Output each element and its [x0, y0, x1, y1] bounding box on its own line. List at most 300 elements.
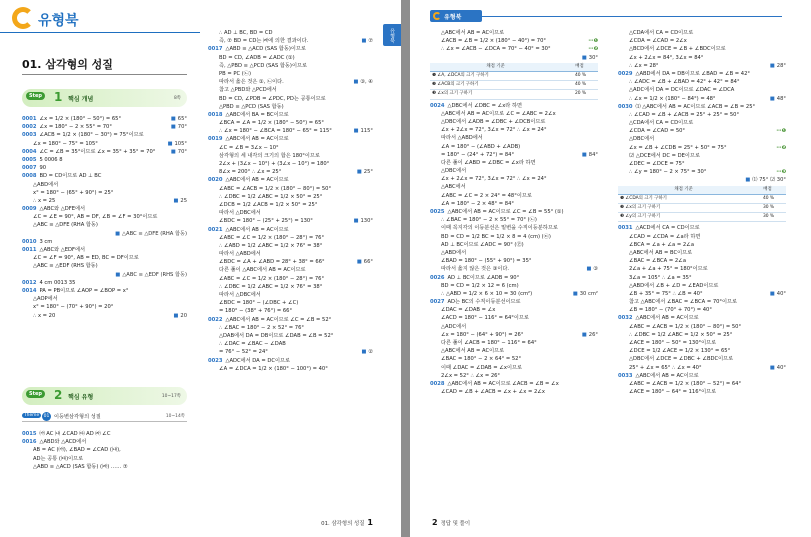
solution-line — [430, 388, 598, 396]
solution-text: △ACD에서 CA = CD이므로 — [635, 225, 700, 232]
solution-text: △ADC에서 DA = DC이므로 ∠DAC = ∠DCA — [629, 87, 735, 94]
solution-text: ∠ABC = ∠ACB = 1/2 × (180° − 80°) = 50° — [629, 323, 742, 330]
solution-line — [208, 307, 373, 315]
solution-line — [618, 380, 786, 388]
solution-line — [208, 258, 373, 266]
answer-box-icon: ■ — [170, 116, 176, 122]
solution-text: ∠DEC = ∠DCE = 75° — [629, 161, 685, 167]
solution-text: 즉, ⑦ BD = CD는 ㈑에 의한 결과이다. — [219, 38, 309, 45]
solution-text: △ABC에서 AB = AC이므로 — [635, 315, 699, 322]
solution-text: △ABD ≡ △ACD (SAS 합동) (㈑) …… ⑦ — [33, 463, 128, 470]
solution-line — [430, 282, 598, 290]
answer-mark — [770, 95, 786, 103]
solution-text: 다른 풀이 △ABC에서 AB = AC이므로 — [219, 267, 306, 274]
solution-text: 즉, △PBD ≡ △PCD (SAS 합동)이므로 — [219, 62, 307, 69]
table-cell: ❶ ∠CDA의 크기 구하기 — [618, 194, 749, 203]
answer-mark — [357, 168, 373, 176]
solution-text: ∠BCA = ∠a + ∠a = 2∠a — [629, 241, 695, 248]
solution-line — [22, 115, 187, 123]
solution-line — [208, 242, 373, 250]
solution-text: △CDA에서 CA = CD이므로 — [629, 120, 694, 127]
solution-line — [22, 140, 187, 148]
problem-number: 0008 — [22, 173, 37, 180]
solution-text: ∠B + 35° = 75° ∴ ∠B = 40° — [629, 290, 703, 297]
solution-line — [430, 45, 598, 53]
solution-text: ∠BAC = 180° − 2 × 64° = 52° — [441, 356, 522, 363]
problem-number: 0002 — [22, 124, 37, 131]
table-header-cell: 채점 기준 — [430, 63, 561, 72]
solution-text: ∴ △ABD = 1/2 × 6 × 10 = 30 (cm²) — [441, 290, 533, 297]
solution-line — [208, 185, 373, 193]
solution-line — [618, 160, 786, 168]
problem-number: 0021 — [208, 226, 223, 233]
answer-value: ⋯❶ — [776, 128, 786, 135]
solution-line — [22, 295, 187, 303]
solution-line — [208, 226, 373, 234]
solution-line — [430, 192, 598, 200]
solution-line — [208, 201, 373, 209]
solution-line — [618, 86, 786, 94]
theme-banner — [22, 412, 187, 422]
solution-line — [618, 119, 786, 127]
solution-text: ∠ABC = ∠C = 1/2 × (180° − 28°) = 76° — [219, 275, 325, 282]
solution-text: △ABC에서 AB = AC이므로 ∠C = ∠ABC = 2∠x — [441, 110, 556, 117]
solution-text: △DBC에서 ∠DCE = ∠DBC + ∠BDC이므로 — [629, 356, 734, 363]
theme-page-range: 10~14쪽 — [165, 414, 185, 419]
solution-text: 따라서 옳지 않은 것은 ③이다. — [441, 266, 510, 273]
answer-column-2 — [208, 29, 373, 373]
solution-line — [618, 339, 786, 347]
solution-line — [430, 265, 598, 273]
table-cell: 30 % — [749, 203, 786, 212]
solution-text: ∠CDA = ∠CAD = 2∠x — [629, 38, 687, 45]
solution-line — [430, 208, 598, 216]
table-cell: ❷ ∠x의 크기 구하기 — [618, 203, 749, 212]
solution-line — [430, 257, 598, 265]
answer-box-icon: ■ — [115, 271, 121, 278]
answer-value: 66° — [363, 259, 373, 266]
solution-line — [208, 193, 373, 201]
answer-mark — [354, 127, 373, 135]
solution-text: ㈎ AC ㈏ ∠CAD ㈐ AD ㈑ ∠C — [39, 431, 111, 437]
problem-number: 0022 — [208, 316, 223, 323]
solution-text: ∴ ∠x = 1/2 × (180° − 84°) = 48° — [629, 95, 716, 102]
solution-text: AD는 BC의 수직이등분선이므로 — [447, 299, 521, 306]
solution-line — [208, 332, 373, 340]
problem-number: 0017 — [208, 46, 223, 53]
solution-line — [430, 274, 598, 282]
solution-text: ⑴ △ABC에서 AB = AC이므로 ∠ACB = ∠B = 25° — [635, 103, 756, 110]
answer-value: 28° — [776, 62, 786, 69]
solution-text: ∠C = ∠F = 90°, AB = ED, BC = DF이므로 — [33, 255, 139, 262]
problem-number: 0030 — [618, 103, 633, 110]
solution-text: ∴ ∠x = 28° — [629, 62, 659, 69]
solution-text: ∠x = 180° − (64° + 90°) = 26° — [441, 331, 524, 338]
step1-banner — [22, 89, 187, 107]
solution-line — [618, 388, 786, 396]
table-header-cell: 배점 — [749, 186, 786, 195]
table-row — [430, 81, 598, 90]
solution-text: = 180° − (38° + 76°) = 66° — [219, 308, 293, 315]
step1-number: 1 — [54, 90, 63, 104]
solution-text: AD ⊥ BC이므로 ∠ADC = 90° (㉣) — [441, 241, 524, 248]
left-page-number: 1 — [367, 518, 373, 527]
answer-mark — [776, 144, 786, 152]
step2-label: 핵심 유형 — [68, 394, 94, 401]
solution-text: ∠DAC = ∠DAB = ∠x — [441, 307, 496, 314]
solution-text: △PBD ≡ △PCD (SAS 합동) — [219, 103, 284, 110]
solution-text: 따라서 옳은 것은 ①, ㉡이다. — [219, 79, 284, 86]
solution-text: △CDA에서 CA = CD이므로 — [629, 30, 694, 36]
answer-box-icon: ■ — [170, 148, 176, 155]
answer-box-icon: ■ — [173, 312, 179, 319]
solution-line — [618, 282, 786, 290]
solution-line — [208, 275, 373, 283]
answer-mark — [582, 151, 598, 159]
answer-value: ③, ④ — [360, 79, 373, 86]
solution-line — [430, 372, 598, 380]
problem-number: 0019 — [208, 136, 223, 143]
step1-tag: Step — [26, 92, 45, 100]
solution-text: ∠BCA = ∠A = 1/2 × (180° − 50°) = 65° — [219, 120, 324, 127]
solution-text: △BCD에서 ∠DCE = ∠B + ∠BDC이므로 — [629, 46, 726, 53]
solution-line — [618, 95, 786, 103]
solution-text: 2∠a + ∠a + 75° = 180°이므로 — [629, 266, 708, 273]
solution-line — [22, 254, 187, 262]
solution-line — [208, 324, 373, 332]
problem-number: 0023 — [208, 357, 223, 364]
solution-text: ∠x + 2∠x = 72°, 3∠x = 72° ∴ ∠x = 24° — [441, 176, 547, 183]
problem-number: 0005 — [22, 156, 37, 163]
answer-box-icon: ■ — [769, 364, 775, 371]
solution-text: △ADC에서 DA = DC이므로 — [225, 357, 291, 364]
solution-text: ∠A = ∠DCA = 1/2 × (180° − 100°) = 40° — [219, 365, 328, 372]
solution-line — [208, 365, 373, 373]
answer-value: ⋯❷ — [588, 46, 598, 53]
solution-text: △ABC에서 AB = AC이므로 — [635, 372, 699, 379]
solution-line — [618, 127, 786, 135]
step2-tag: Step — [26, 390, 45, 398]
problem-number: 0016 — [22, 439, 37, 446]
solution-line — [618, 224, 786, 232]
problem-number: 0018 — [208, 111, 223, 118]
solution-text: △ABD에서 ∠B + ∠D = ∠EAD이므로 — [629, 282, 719, 289]
solution-text: ∠DCB = 1/2 ∠ACB = 1/2 × 50° = 25° — [219, 201, 318, 208]
solution-text: 4 cm 0013 35 — [39, 279, 76, 286]
problem-number: 0001 — [22, 116, 37, 122]
solution-line — [208, 340, 373, 348]
solution-text: ∠ABC = ∠ACB = 1/2 × (180° − 80°) = 50° — [219, 185, 332, 192]
answer-mark — [745, 176, 786, 184]
solution-line — [22, 430, 187, 438]
answer-value: △ABC ≡ △EDF (RHS 합동) — [122, 271, 187, 278]
solution-text: x° = 180° − (65° + 90°) = 25° — [33, 189, 114, 196]
solution-text: △ABD와 △ACD에서 — [39, 439, 87, 446]
solution-text: ∠BAC = ∠BCA = 2∠a — [629, 258, 686, 265]
solution-text: ∠C = ∠E = 90°, AB = DF, ∠B = ∠F = 30°이므로 — [33, 214, 158, 221]
answer-value: ⑦ — [368, 38, 373, 45]
solution-line — [618, 45, 786, 53]
answer-value: 70° — [177, 124, 187, 131]
answer-value: 25° — [363, 169, 373, 176]
solution-line — [430, 339, 598, 347]
solution-text: △DAB에서 DA = DB이므로 ∠DAB = ∠B = 52° — [219, 332, 334, 339]
solution-line — [430, 126, 598, 134]
problem-number: 0007 — [22, 165, 37, 172]
solution-text: ∠ABC = ∠C = 1/2 × (180° − 28°) = 76° — [219, 234, 325, 241]
solution-text: 2∠x = 52° ∴ ∠x = 26° — [441, 372, 501, 379]
solution-text: AD는 공통 (㈐)이므로 — [33, 455, 84, 462]
solution-line — [208, 86, 373, 94]
solution-line — [618, 111, 786, 119]
solution-text: △ABD에서 — [33, 181, 59, 188]
solution-text: 참고 △PBD와 △PCD에서 — [219, 87, 277, 94]
solution-text: ∴ ∠DBC = 1/2 ∠ABC = 1/2 × 76° = 38° — [219, 283, 323, 290]
solution-line — [22, 271, 187, 279]
answer-value: 30 cm² — [579, 290, 598, 297]
problem-number: 0028 — [430, 380, 445, 387]
answer-column-1-bottom — [22, 430, 187, 471]
answer-mark — [115, 271, 187, 279]
right-header-title: 유형북 — [444, 14, 462, 21]
problem-number: 0024 — [430, 102, 445, 109]
solution-line — [430, 306, 598, 314]
solution-text: ∠BDC = ∠A + ∠ABD = 28° + 38° = 66° — [219, 259, 325, 266]
solution-line — [208, 348, 373, 356]
solution-text: △ABC에서 AB = AC이므로 — [441, 348, 505, 355]
step1-page-range: 8쪽 — [173, 96, 181, 101]
problem-number: 0032 — [618, 315, 633, 322]
solution-line — [208, 266, 373, 274]
solution-text: ∠CDA = ∠CAD = 50° — [629, 128, 686, 135]
solution-line — [618, 323, 786, 331]
solution-text: ∠C = ∠B = 3∠x − 10° — [219, 144, 279, 151]
solution-text: △ABD에서 DA = DB이므로 ∠BAD = ∠B = 42° — [635, 70, 750, 77]
solution-text: ∠BDC = 180° − (∠DBC + ∠C) — [219, 300, 299, 307]
solution-text: ∴ ∠x = ∠ACB − ∠DCA = 70° − 40° = 30° — [441, 46, 551, 53]
solution-text: ∠CAD = ∠CDA = ∠a라 하면 — [629, 233, 701, 240]
solution-line — [22, 148, 187, 156]
solution-line — [208, 299, 373, 307]
solution-text: ∴ ∠CAD = ∠B + ∠ACB = 25° + 25° = 50° — [629, 111, 740, 118]
answer-value: 105° — [174, 140, 187, 147]
solution-line — [430, 216, 598, 224]
solution-line — [208, 119, 373, 127]
theme-label: 이등변삼각형의 성질 — [54, 414, 101, 420]
solution-text: 이때 꼭지각의 이등분선은 밑변을 수직이등분하므로 — [441, 225, 558, 232]
solution-line — [618, 274, 786, 282]
solution-line — [22, 181, 187, 189]
step1-label: 핵심 개념 — [68, 96, 94, 103]
solution-line — [208, 54, 373, 62]
table-cell: ❶ ∠A, ∠DCA의 크기 구하기 — [430, 71, 561, 80]
solution-text: ∠ACD = 180° − 116° = 64°이므로 — [441, 315, 529, 322]
answer-mark — [582, 331, 598, 339]
answer-box-icon: ■ — [115, 230, 121, 237]
solution-text: ∴ AD ⊥ BC, BD = CD — [219, 30, 273, 36]
answer-value: 48° — [776, 95, 786, 102]
answer-box-icon: ■ — [353, 128, 359, 135]
answer-column-3 — [430, 29, 598, 396]
solution-line — [208, 250, 373, 258]
answer-mark — [357, 258, 373, 266]
solution-line — [618, 306, 786, 314]
solution-text: △DBC에서 — [629, 136, 655, 143]
side-tab-yuhyeongbuk[interactable]: 유형북 — [383, 24, 401, 46]
table-cell: 40 % — [561, 81, 598, 90]
solution-line — [22, 287, 187, 295]
table-row — [618, 203, 786, 212]
solution-text: 다른 풀이 ∠ACB = 180° − 116° = 64° — [441, 340, 537, 346]
answer-mark — [770, 364, 786, 372]
answer-value: 25 — [180, 197, 187, 204]
book-logo-icon — [12, 7, 34, 29]
solution-text: 이때 ∠DAC = ∠DAB = ∠x이므로 — [441, 364, 523, 371]
step2-page-range: 10~17쪽 — [161, 394, 181, 399]
solution-text: △ABC에서 AB = AC이므로 — [225, 136, 289, 143]
solution-line — [22, 230, 187, 238]
solution-text: △ABC에서 AB = AC이므로 — [225, 226, 289, 233]
solution-text: △ABC에서 AB = AC이므로 — [441, 30, 505, 36]
scoring-table-1 — [430, 63, 598, 100]
solution-line — [208, 217, 373, 225]
solution-line — [430, 298, 598, 306]
problem-number: 0004 — [22, 148, 37, 155]
solution-line — [208, 283, 373, 291]
solution-line — [22, 172, 187, 180]
answer-mark — [770, 62, 786, 70]
problem-number: 0027 — [430, 299, 445, 306]
solution-line — [208, 152, 373, 160]
solution-text: ⑵ △DCE에서 DC = DE이므로 — [629, 152, 700, 159]
solution-text: 90 — [39, 165, 47, 172]
solution-line — [618, 176, 786, 184]
solution-text: ∠x = 1/2 × (180° − 50°) = 65° — [39, 116, 122, 122]
solution-line — [430, 355, 598, 363]
solution-text: 참고 △ABC에서 ∠BAC = ∠BCA = 70°이므로 — [629, 299, 738, 306]
solution-line — [430, 380, 598, 388]
answer-box-icon: ■ — [745, 177, 751, 184]
answer-value: ② — [368, 349, 373, 356]
answer-value: ⋯❶ — [588, 38, 598, 45]
answer-mark — [776, 168, 786, 176]
solution-text: △ABC에서 AB = AC이므로 ∠ACB = ∠B = ∠x — [447, 380, 559, 387]
solution-line — [208, 78, 373, 86]
answer-box-icon: ■ — [769, 95, 775, 102]
solution-text: 2∠x + (3∠x − 10°) + (3∠x − 10°) = 180° — [219, 161, 330, 167]
solution-line — [208, 168, 373, 176]
solution-line — [430, 175, 598, 183]
solution-line — [430, 37, 598, 45]
solution-text: 8∠x = 200° ∴ ∠x = 25° — [219, 169, 282, 176]
solution-text: 다른 풀이 ∠ABD = ∠DBC = ∠x라 하면 — [441, 159, 536, 166]
chapter-rule — [22, 74, 187, 75]
answer-value: △ABC ≡ △DFE (RHA 합동) — [122, 230, 187, 237]
solution-text: ∴ x = 20 — [33, 312, 56, 319]
problem-number: 0009 — [22, 206, 37, 213]
solution-line — [430, 183, 598, 191]
right-header-badge — [430, 10, 482, 22]
table-header-cell: 채점 기준 — [618, 186, 749, 195]
answer-value: 65° — [177, 116, 187, 122]
solution-line — [430, 134, 598, 142]
solution-text: BD = CD, ∠PDB = ∠PDC, PD는 공통이므로 — [219, 95, 326, 102]
answer-value: 20 — [180, 312, 187, 319]
answer-mark — [168, 140, 187, 148]
solution-line — [618, 135, 786, 143]
solution-line — [618, 168, 786, 176]
solution-line — [618, 372, 786, 380]
table-row — [618, 194, 786, 203]
answer-mark — [171, 115, 187, 123]
solution-text: AB = AC (㈎), ∠BAD = ∠CAD (㈏), — [33, 447, 121, 454]
solution-line — [430, 29, 598, 37]
solution-line — [22, 438, 187, 446]
solution-line — [618, 265, 786, 273]
solution-line — [430, 364, 598, 372]
table-cell: ❸ ∠y의 크기 구하기 — [618, 213, 749, 222]
answer-value: 26° — [588, 331, 598, 338]
solution-text: ∠x = 180° − 75° = 105° — [33, 140, 98, 147]
solution-line — [22, 189, 187, 197]
solution-text: ∠A = 180° − (∠ABD + ∠ADB) — [441, 143, 521, 150]
answer-box-icon: ■ — [356, 259, 362, 266]
table-cell: 40 % — [561, 71, 598, 80]
solution-line — [430, 347, 598, 355]
solution-line — [22, 246, 187, 254]
answer-value: 115° — [360, 128, 373, 135]
answer-box-icon: ■ — [353, 218, 359, 225]
solution-text: ∠x = ∠B + ∠CDB = 25° + 50° = 75° — [629, 144, 727, 151]
solution-text: ∴ ∠DBC = 1/2 ∠ABC = 1/2 × 50° = 25° — [629, 331, 733, 338]
answer-value: ③ — [593, 266, 598, 273]
problem-number: 0010 — [22, 238, 37, 245]
table-cell: 30 % — [749, 213, 786, 222]
answer-mark — [588, 37, 598, 45]
solution-text: ∠x + 2∠x = 72°, 3∠x = 72° ∴ ∠x = 24° — [441, 127, 547, 134]
solution-line — [22, 312, 187, 320]
table-row — [430, 71, 598, 80]
table-cell: ❸ ∠x의 크기 구하기 — [430, 90, 561, 99]
solution-text: ∴ ∠DAC = ∠BAC − ∠DAB — [219, 341, 286, 348]
solution-line — [208, 234, 373, 242]
solution-line — [22, 205, 187, 213]
solution-line — [208, 37, 373, 45]
solution-text: 25° + ∠x = 65° ∴ ∠x = 40° — [629, 364, 702, 371]
solution-line — [208, 135, 373, 143]
solution-line — [22, 131, 187, 139]
solution-line — [22, 156, 187, 164]
solution-line — [618, 314, 786, 322]
left-footer-label: 01. 삼각형의 성질 — [321, 521, 365, 527]
answer-mark — [776, 127, 786, 135]
answer-box-icon: ■ — [353, 79, 359, 86]
book-logo-small-icon — [433, 12, 441, 20]
solution-text: ∠ACB = 1/2 × (180° − 30°) = 75°이므로 — [39, 132, 144, 139]
solution-text: ∴ ∠x = 180° − ∠BCA = 180° − 65° = 115° — [219, 128, 332, 135]
answer-box-icon: ■ — [361, 349, 367, 356]
solution-line — [430, 323, 598, 331]
solution-line — [430, 314, 598, 322]
solution-text: △ABD에서 — [441, 249, 467, 256]
answer-mark — [115, 230, 187, 238]
left-page — [0, 0, 401, 537]
answer-box-icon: ■ — [586, 266, 592, 273]
solution-text: △DBC에서 ∠DBC = ∠x라 하면 — [447, 102, 522, 109]
solution-text: ∴ x = 25 — [33, 197, 56, 204]
solution-text: ∠CAD = ∠B + ∠ACB = ∠x + ∠x = 2∠x — [441, 389, 545, 396]
solution-line — [430, 110, 598, 118]
